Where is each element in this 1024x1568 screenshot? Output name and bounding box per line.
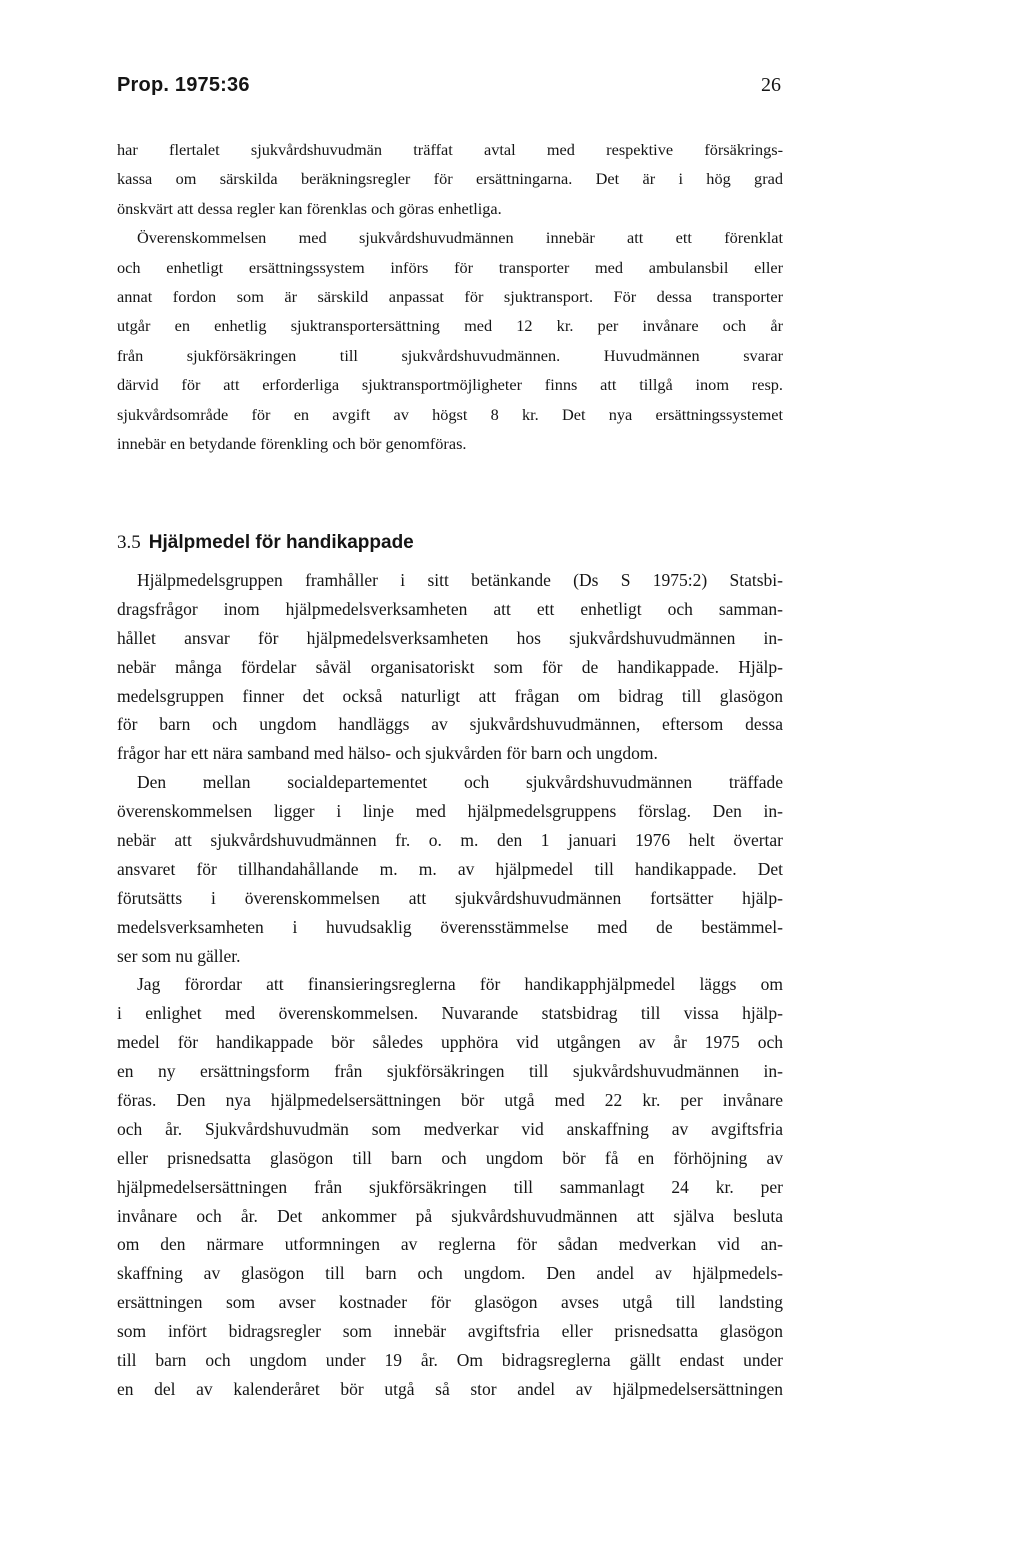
upper-text-block: [117, 135, 783, 458]
text-line: utgår en enhetlig sjuktransportersättning med 12 kr. per invånare och år: [117, 316, 783, 336]
section-title: Hjälpmedel för handikappade: [148, 532, 414, 553]
page-header: [117, 74, 781, 106]
text-line: som infört bidragsregler som innebär avgiftsfria eller prisnedsatta glasögon: [117, 1321, 783, 1342]
text-line: för barn och ungdom handläggs av sjukvårdshuvudmännen, eftersom dessa: [117, 714, 783, 735]
text-line: och år. Sjukvårdshuvudmän som medverkar vid anskaffning av avgiftsfria: [117, 1118, 783, 1139]
text-line: innebär en betydande förenkling och bör genomföras.: [117, 433, 467, 453]
text-line: hjälpmedelsersättningen från sjukförsäkringen till sammanlagt 24 kr. per: [117, 1176, 783, 1197]
section-heading: [117, 530, 414, 556]
text-line: Den mellan socialdepartementet och sjukvårdshuvudmännen träffade: [137, 772, 783, 793]
text-line: ansvaret för tillhandahållande m. m. av hjälpmedel till handikappade. Det: [117, 858, 783, 879]
text-line: frågor har ett nära samband med hälso- och sjukvården för barn och ungdom.: [117, 743, 658, 764]
text-line: därvid för att erforderliga sjuktransportmöjligheter finns att tillgå inom resp.: [117, 375, 783, 395]
text-line: en del av kalenderåret bör utgå så stor andel av hjälpmedelsersättningen: [117, 1378, 783, 1399]
text-line: medelsverksamheten i huvudsaklig överensstämmelse med de bestämmel-: [117, 916, 783, 937]
text-line: medelsgruppen finner det också naturligt att frågan om bidrag till glasögon: [117, 685, 783, 706]
text-line: om den närmare utformningen av reglerna för sådan medverkan vid an-: [117, 1234, 783, 1255]
text-line: Hjälpmedelsgruppen framhåller i sitt betänkande (Ds S 1975:2) Statsbi-: [137, 570, 783, 590]
text-line: medel för handikappade bör således upphöra vid utgången av år 1975 och: [117, 1032, 783, 1053]
text-line: ersättningen som avser kostnader för glasögon avses utgå till landsting: [117, 1292, 783, 1313]
text-line: eller prisnedsatta glasögon till barn och ungdom bör få en förhöjning av: [117, 1147, 783, 1168]
text-line: nebär många fördelar såväl organisatoriskt som för de handikappade. Hjälp-: [117, 656, 783, 677]
text-line: dragsfrågor inom hjälpmedelsverksamheten att ett enhetligt och samman-: [117, 598, 783, 619]
document-id: Prop. 1975:36: [117, 74, 250, 96]
text-line: överenskommelsen ligger i linje med hjälpmedelsgruppens förslag. Den in-: [117, 801, 783, 822]
text-line: har flertalet sjukvårdshuvudmän träffat avtal med respektive försäkrings-: [117, 140, 783, 159]
text-line: en ny ersättningsform från sjukförsäkringen till sjukvårdshuvudmännen in-: [117, 1061, 783, 1082]
text-line: från sjukförsäkringen till sjukvårdshuvudmännen. Huvudmännen svarar: [117, 345, 783, 365]
text-line: kassa om särskilda beräkningsregler för ersättningarna. Det är i hög grad: [117, 169, 783, 189]
text-line: ser som nu gäller.: [117, 945, 241, 966]
text-line: och enhetligt ersättningssystem införs för transporter med ambulansbil eller: [117, 257, 783, 277]
page-number: 26: [761, 74, 781, 96]
text-line: hållet ansvar för hjälpmedelsverksamheten hos sjukvårdshuvudmännen in-: [117, 627, 783, 648]
text-line: Jag förordar att finansieringsreglerna för handikapphjälpmedel läggs om: [137, 974, 783, 995]
text-line: skaffning av glasögon till barn och ungdom. Den andel av hjälpmedels-: [117, 1263, 783, 1284]
text-line: annat fordon som är särskild anpassat för sjuktransport. För dessa transporter: [117, 286, 783, 306]
text-line: föras. Den nya hjälpmedelsersättningen bör utgå med 22 kr. per invånare: [117, 1090, 783, 1111]
lower-text-block: [117, 566, 783, 1404]
text-line: nebär att sjukvårdshuvudmännen fr. o. m. den 1 januari 1976 helt övertar: [117, 830, 783, 851]
text-line: invånare och år. Det ankommer på sjukvårdshuvudmännen att själva besluta: [117, 1205, 783, 1226]
text-line: i enlighet med överenskommelsen. Nuvarande statsbidrag till vissa hjälp-: [117, 1003, 783, 1024]
text-line: önskvärt att dessa regler kan förenklas och göras enhetliga.: [117, 198, 502, 218]
text-line: till barn och ungdom under 19 år. Om bidragsreglerna gällt endast under: [117, 1350, 783, 1371]
text-line: Överenskommelsen med sjukvårdshuvudmännen innebär att ett förenklat: [137, 228, 783, 248]
text-line: sjukvårdsområde för en avgift av högst 8 kr. Det nya ersättningssystemet: [117, 404, 783, 424]
section-number: 3.5: [117, 532, 141, 553]
text-line: förutsätts i överenskommelsen att sjukvårdshuvudmännen fortsätter hjälp-: [117, 887, 783, 908]
